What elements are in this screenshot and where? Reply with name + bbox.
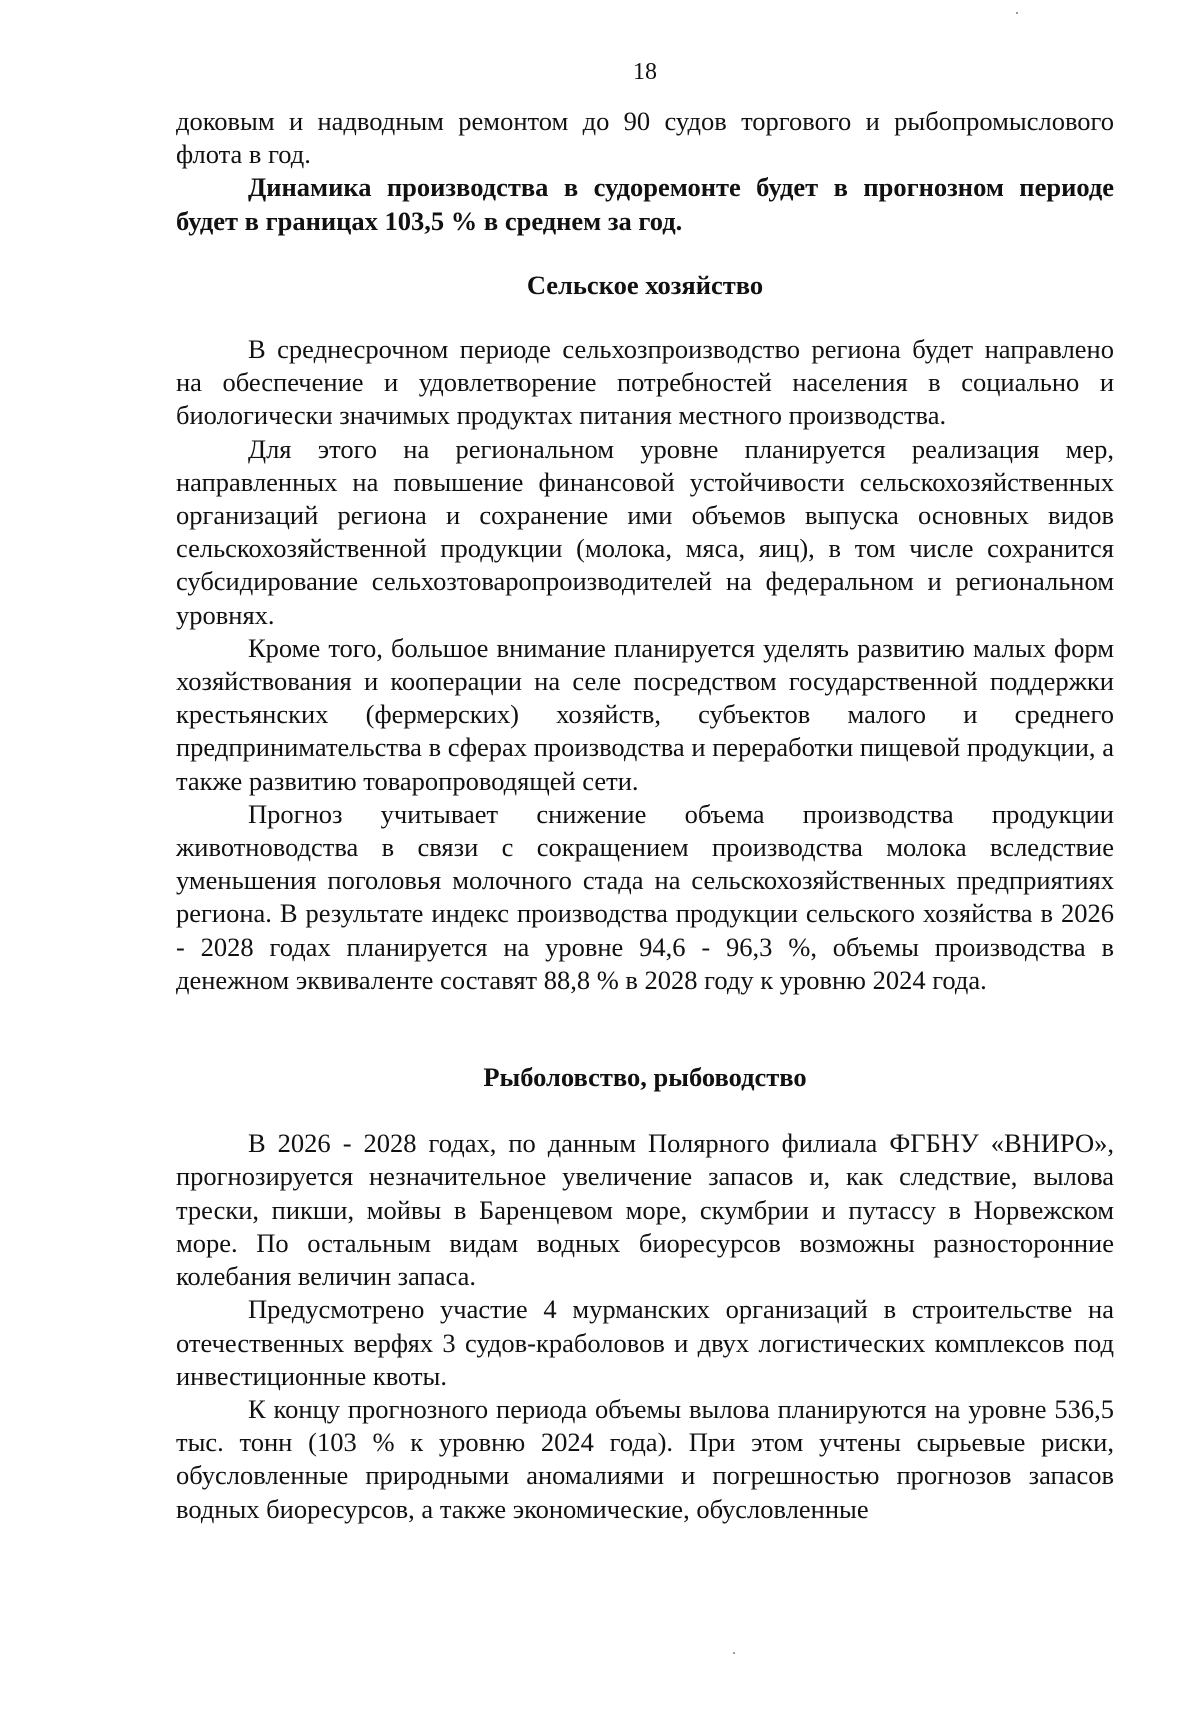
fishery-heading: Рыболовство, рыбоводство <box>483 1062 807 1093</box>
fishery-paragraph: К концу прогнозного периода объемы вылова планируются на уровне 536,5 тыс. тонн (103 % к уровню 2024 года). При этом учтены сырьевые риски, обусловленные природными аномалиями и погрешностью прогнозов запасов водных биоресурсов, а также экономические, обусловленные <box>176 1393 1114 1524</box>
agriculture-paragraph: Для этого на региональном уровне планируется реализация мер, направленных на повышение финансовой устойчивости сельскохозяйственных организаций региона и сохранение ими объемов выпуска основных видов сельскохозяйственной продукции (молока, мяса, яиц), в том числе сохранится субсидирование сельхозтоваропроизводителей на федеральном и региональном уровнях. <box>176 433 1114 630</box>
fishery-section <box>176 1127 1114 1525</box>
agriculture-paragraph: Прогноз учитывает снижение объема производства продукции животноводства в связи с сокращением производства молока вследствие уменьшения поголовья молочного стада на сельскохозяйственных предприятиях региона. В результате индекс производства продукции сельского хозяйства в 2026 - 2028 годах планируется на уровне 94,6 - 96,3 %, объемы производства в денежном эквиваленте составят 88,8 % в 2028 году к уровню 2024 года. <box>176 798 1114 995</box>
agriculture-paragraph: В среднесрочном периоде сельхозпроизводство региона будет направлено на обеспечение и удовлетворение потребностей населения в социально и биологически значимых продуктах питания местного производства. <box>176 334 1114 431</box>
ship-repair-dynamics-paragraph: Динамика производства в судоремонте будет в прогнозном периоде будет в границах 103,5 % в среднем за год. <box>176 172 1114 236</box>
agriculture-paragraph: Кроме того, большое внимание планируется уделять развитию малых форм хозяйствования и кооперации на селе посредством государственной поддержки крестьянских (фермерских) хозяйств, субъектов малого и среднего предпринимательства в сферах производства и переработки пищевой продукции, а также развитию товаропроводящей сети. <box>176 632 1114 796</box>
scan-speck <box>733 1652 735 1654</box>
fishery-paragraph: Предусмотрено участие 4 мурманских организаций в строительстве на отечественных верфях 3 судов-краболовов и двух логистических комплексов под инвестиционные квоты. <box>176 1294 1114 1391</box>
scan-speck <box>1016 12 1018 14</box>
intro-paragraph: доковым и надводным ремонтом до 90 судов торгового и рыбопромыслового флота в год. <box>176 106 1114 170</box>
agriculture-section <box>176 333 1114 997</box>
fishery-paragraph: В 2026 - 2028 годах, по данным Полярного филиала ФГБНУ «ВНИРО», прогнозируется незначительное увеличение запасов и, как следствие, вылова трески, пикши, мойвы в Баренцевом море, скумбрии и путассу в Норвежском море. По остальным видам водных биоресурсов возможны разносторонние колебания величин запаса. <box>176 1128 1114 1292</box>
agriculture-heading: Сельское хозяйство <box>526 269 764 300</box>
page-number: 18 <box>633 59 657 85</box>
document-body <box>176 105 1114 1526</box>
